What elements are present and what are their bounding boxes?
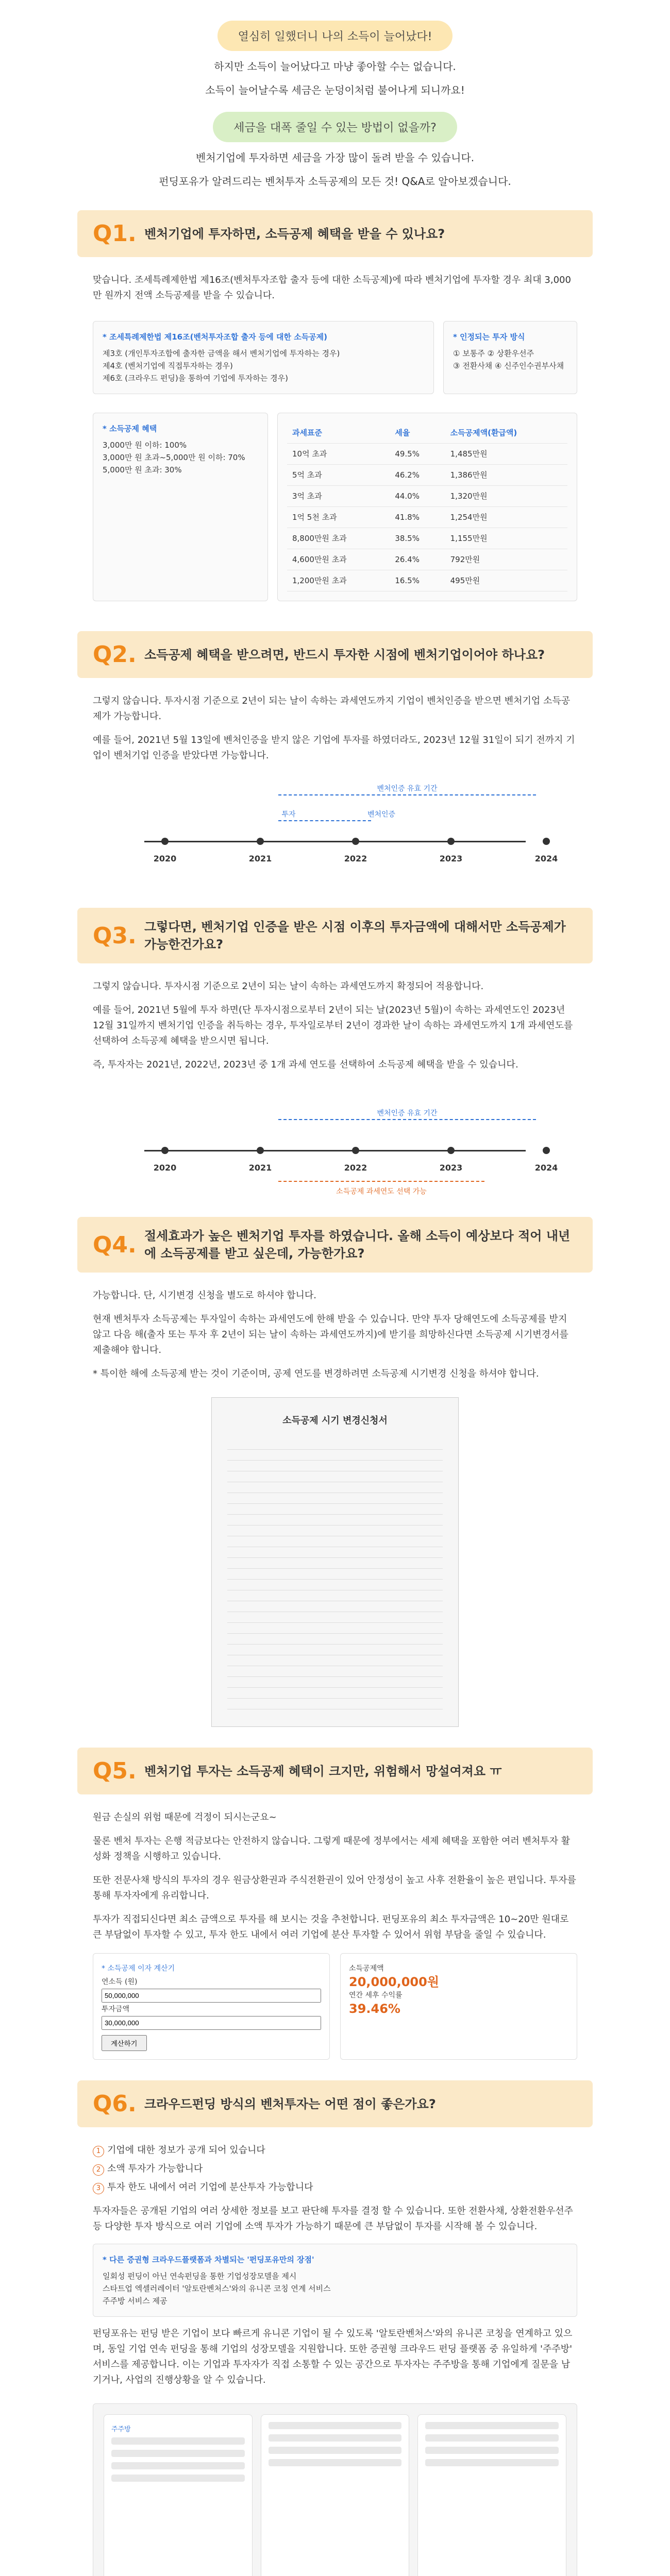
q2-tick <box>161 838 169 845</box>
q5-calc-title: * 소득공제 이자 계산기 <box>102 1964 175 1973</box>
q2-tick-label: 2022 <box>344 854 367 863</box>
q1-rate-line-3: 5,000만 원 초과: 30% <box>103 465 182 474</box>
q1-law-title: * 조세특례제한법 제16조(벤처투자조합 출자 등에 대한 소득공제) <box>103 332 328 342</box>
q1-table-cell: 1,320만원 <box>445 486 567 507</box>
table-row <box>287 549 567 570</box>
q5-calc-income-label: 연소득 (원) <box>102 1978 138 1986</box>
q3-number: Q3. <box>93 922 137 949</box>
q6-header <box>77 2080 593 2127</box>
q1-table-cell: 16.5% <box>390 570 445 591</box>
q1-title: 벤처기업에 투자하면, 소득공제 혜택을 받을 수 있나요? <box>144 226 445 241</box>
q2-tick-label: 2024 <box>534 854 558 863</box>
q1-table-cell: 41.8% <box>390 507 445 528</box>
intro-text-1b: 소득이 늘어날수록 세금은 눈덩이처럼 불어나게 되니까요! <box>205 84 465 96</box>
q4-answer-1: 가능합니다. 단, 시기변경 신청을 별도로 하셔야 합니다. <box>93 1290 317 1301</box>
q1-table-cell: 1,254만원 <box>445 507 567 528</box>
q6-body <box>93 2143 577 2576</box>
q1-table-cell: 1,386만원 <box>445 465 567 486</box>
q6-benefit-1: 일회성 펀딩이 아닌 연속펀딩을 통한 기업성장모델을 제시 <box>103 2272 297 2281</box>
q5-answer-4: 투자가 직접되신다면 최소 금액으로 투자를 해 보시는 것을 추천합니다. 펀딩포유의 최소 투자금액은 10~20만 원대로 큰 부담없이 투자할 수 있고, 투자 한도 내에서 여러 기업에 분산 투자할 수 있어서 위험 부담을 줄일 수 있습니다. <box>93 1914 569 1940</box>
intro-text-2b: 펀딩포유가 알려드리는 벤처투자 소득공제의 모든 것! Q&A로 알아보겠습니다. <box>159 175 511 188</box>
q1-table-cell: 46.2% <box>390 465 445 486</box>
intro-section <box>0 0 670 190</box>
q3-axis <box>144 1150 526 1151</box>
q3-tick-label: 2022 <box>344 1163 367 1173</box>
q2-answer-1: 그렇지 않습니다. 투자시점 기준으로 2년이 되는 날이 속하는 과세연도까지 기업이 벤처인증을 받으면 벤처기업 소득공제가 가능합니다. <box>93 696 571 722</box>
q1-table-cell: 3억 초과 <box>287 486 390 507</box>
intro-bubble-2: 세금을 대폭 줄일 수 있는 방법이 없을까? <box>213 112 457 142</box>
q2-tick <box>447 838 455 845</box>
q3-span-select <box>278 1181 484 1182</box>
table-row <box>287 486 567 507</box>
q1-answer: 맞습니다. 조세특례제한법 제16조(벤처투자조합 출자 등에 대한 소득공제)에 따라 벤처기업에 투자할 경우 최대 3,000만 원까지 전액 소득공제를 받을 수 있습니다. <box>93 275 571 301</box>
q1-table-cell: 495만원 <box>445 570 567 591</box>
table-row <box>287 465 567 486</box>
q3-answer-3: 즉, 투자자는 2021년, 2022년, 2023년 중 1개 과세 연도를 선택하여 소득공제 혜택을 받을 수 있습니다. <box>93 1059 518 1070</box>
q4-form-image <box>211 1397 459 1727</box>
q6-num-1-icon: 1 <box>93 2146 104 2157</box>
table-row <box>287 507 567 528</box>
q5-calc-invest-input[interactable] <box>102 2016 321 2030</box>
q2-tick-label: 2021 <box>248 854 272 863</box>
q3-timeline <box>113 1083 557 1196</box>
q5-calc-income-input[interactable] <box>102 1989 321 2003</box>
q1-method-line-2: ③ 전환사채 ④ 신주인수권부사채 <box>453 361 564 370</box>
q3-tick <box>161 1147 169 1154</box>
q3-title: 그렇다면, 벤처기업 인증을 받은 시점 이후의 투자금액에 대해서만 소득공제가 가능한건가요? <box>144 920 566 952</box>
q5-result-amount: 20,000,000원 <box>349 1975 440 1989</box>
q1-table-header-2: 소득공제액(환급액) <box>445 422 567 444</box>
q3-tick <box>257 1147 264 1154</box>
q1-table-cell: 1,485만원 <box>445 444 567 465</box>
q1-rate-line-2: 3,000만 원 초과~5,000만 원 이하: 70% <box>103 453 245 462</box>
q3-tick-label: 2023 <box>439 1163 463 1173</box>
q3-answer-1: 그렇지 않습니다. 투자시점 기준으로 2년이 되는 날이 속하는 과세연도까지 확정되어 적용합니다. <box>93 981 484 992</box>
q1-rate-line-1: 3,000만 원 이하: 100% <box>103 440 187 450</box>
q3-tick <box>447 1147 455 1154</box>
q2-body <box>93 693 577 887</box>
q1-table-cell: 792만원 <box>445 549 567 570</box>
q1-table-cell: 38.5% <box>390 528 445 549</box>
q5-result-rate: 39.46% <box>349 2002 400 2016</box>
q6-app-shot-3 <box>417 2414 566 2576</box>
q4-header <box>77 1217 593 1273</box>
q6-list-3: 투자 한도 내에서 여러 기업에 분산투자 가능합니다 <box>107 2182 313 2193</box>
q1-number: Q1. <box>93 221 137 247</box>
q2-tick-label: 2020 <box>153 854 177 863</box>
q3-header <box>77 908 593 963</box>
q6-num-2-icon: 2 <box>93 2164 104 2176</box>
q5-result-title: 소득공제액 <box>349 1964 384 1973</box>
q4-body <box>93 1288 577 1727</box>
q3-tick-label: 2020 <box>153 1163 177 1173</box>
q6-benefit-2: 스타트업 엑셀러레이터 '알토란벤처스'와의 유니콘 코칭 연계 서비스 <box>103 2284 331 2293</box>
q1-tax-table <box>287 422 567 591</box>
q1-law-line-3: 제6호 (크라우드 펀딩)을 통하여 기업에 투자하는 경우) <box>103 374 289 383</box>
q1-table-cell: 5억 초과 <box>287 465 390 486</box>
q6-number: Q6. <box>93 2091 137 2117</box>
q6-answer-1: 투자자들은 공개된 기업의 여러 상세한 정보를 보고 판단해 투자를 결정 할 수 있습니다. 또한 전환사채, 상환전환우선주 등 다양한 투자 방식으로 여러 기업에 소액 투자가 가능하기 때문에 큰 부담없이 투자를 시작해 볼 수 있습니다. <box>93 2206 573 2232</box>
q5-calc-invest-label: 투자금액 <box>102 2005 130 2013</box>
q6-list-1: 기업에 대한 정보가 공개 되어 있습니다 <box>107 2145 265 2156</box>
q1-rate-title: * 소득공제 혜택 <box>103 424 157 433</box>
intro-text-1a: 하지만 소득이 늘어났다고 마냥 좋아할 수는 없습니다. <box>214 60 456 73</box>
q5-calculator <box>93 1953 577 2060</box>
q6-list-2: 소액 투자가 가능합니다 <box>107 2163 203 2174</box>
q3-body <box>93 979 577 1196</box>
q6-answer-2: 펀딩포유는 펀딩 받은 기업이 보다 빠르게 유니콘 기업이 될 수 있도록 '알토란벤처스'와의 유니콘 코칭을 연계하고 있으며, 동일 기업 연속 펀딩을 통해 기업의 성장모델을 지원합니다. 또한 증권형 크라우드 펀딩 플랫폼 중 유일하게 '주주방' 서비스를 제공합니다. 이는 기업과 투자자가 직접 소통할 수 있는 공간으로 투자자는 주주방을 통해 기업에게 질문을 남기거나, 사업의 진행상황을 알 수 있습니다. <box>93 2328 573 2385</box>
q1-method-line-1: ① 보통주 ② 상환우선주 <box>453 349 534 358</box>
q6-num-3-icon: 3 <box>93 2183 104 2194</box>
q6-app-shot-2 <box>261 2414 410 2576</box>
q1-table-cell: 26.4% <box>390 549 445 570</box>
q1-tax-table-box <box>277 413 577 601</box>
q5-title: 벤처기업 투자는 소득공제 혜택이 크지만, 위험해서 망설여져요 ㅠ <box>144 1764 502 1778</box>
q4-title: 절세효과가 높은 벤처기업 투자를 하였습니다. 올해 소득이 예상보다 적어 내년에 소득공제를 받고 싶은데, 가능한가요? <box>144 1229 571 1261</box>
q1-table-header-0: 과세표준 <box>287 422 390 444</box>
q6-app-screens <box>93 2403 577 2576</box>
q1-table-cell: 8,800만원 초과 <box>287 528 390 549</box>
q2-span-cert-label: 벤처인증 <box>367 810 396 819</box>
q6-app-shot-1 <box>104 2414 253 2576</box>
q2-span-invest-label: 투자 <box>281 810 296 819</box>
q5-body <box>93 1810 577 2060</box>
q3-tick-label: 2024 <box>534 1163 558 1173</box>
q2-timeline <box>113 774 557 887</box>
intro-bubble-1: 열심히 일했더니 나의 소득이 늘어났다! <box>217 21 453 51</box>
q1-law-line-1: 제3호 (개인투자조합에 출자한 금액을 해서 벤처기업에 투자하는 경우) <box>103 349 340 358</box>
q1-body <box>93 273 577 611</box>
q1-table-cell: 1억 5천 초과 <box>287 507 390 528</box>
q2-span-validity-label: 벤처인증 유효 기간 <box>377 785 438 793</box>
intro-text-2a: 벤처기업에 투자하면 세금을 가장 많이 돌려 받을 수 있습니다. <box>195 151 475 164</box>
q1-table-cell: 49.5% <box>390 444 445 465</box>
q1-method-box <box>443 321 577 394</box>
q6-benefit-3: 주주방 서비스 제공 <box>103 2296 167 2306</box>
q5-answer-2: 물론 벤처 투자는 은행 적금보다는 안전하지 않습니다. 그렇게 때문에 정부에서는 세제 혜택을 포함한 여러 벤처투자 활성화 정책을 시행하고 있습니다. <box>93 1836 571 1862</box>
q2-tick <box>543 838 550 845</box>
table-row <box>287 570 567 591</box>
q2-header <box>77 631 593 678</box>
q4-number: Q4. <box>93 1231 137 1258</box>
q2-tick-label: 2023 <box>439 854 463 863</box>
q1-table-header-1: 세율 <box>390 422 445 444</box>
q4-form-lines <box>227 1439 443 1711</box>
q3-span-validity-label: 벤처인증 유효 기간 <box>377 1109 438 1117</box>
q2-axis <box>144 841 526 842</box>
q5-header <box>77 1748 593 1794</box>
q6-benefit-title: * 다른 증권형 크라우드플랫폼과 차별되는 '펀딩포유만의 장점' <box>103 2255 314 2264</box>
q2-title: 소득공제 혜택을 받으려면, 반드시 투자한 시점에 벤처기업이어야 하나요? <box>144 647 545 662</box>
q6-title: 크라우드펀딩 방식의 벤처투자는 어떤 점이 좋은가요? <box>144 2096 436 2111</box>
q3-tick <box>543 1147 550 1154</box>
q4-form-title: 소득공제 시기 변경신청서 <box>282 1415 388 1426</box>
q5-result-label: 연간 세후 수익률 <box>349 1991 403 1999</box>
q2-answer-2: 예를 들어, 2021년 5월 13일에 벤처인증을 받지 않은 기업에 투자를 하였더라도, 2023년 12월 31일이 되기 전까지 기업이 벤처기업 인증을 받았다면 가능합니다. <box>93 735 575 761</box>
q5-calc-input-panel <box>93 1953 330 2060</box>
q3-tick-label: 2021 <box>248 1163 272 1173</box>
q2-tick <box>352 838 359 845</box>
q2-number: Q2. <box>93 641 137 668</box>
q1-header <box>77 210 593 257</box>
q6-app-label: 주주방 <box>111 2426 131 2433</box>
q1-table-cell: 1,200만원 초과 <box>287 570 390 591</box>
q1-law-box <box>93 321 434 394</box>
q5-answer-3: 또한 전문사채 방식의 투자의 경우 원금상환권과 주식전환권이 있어 안정성이 높고 사후 전환율이 높은 편입니다. 투자를 통해 투자자에게 유리합니다. <box>93 1875 576 1901</box>
q5-calc-button[interactable]: 계산하기 <box>102 2035 147 2051</box>
q1-law-line-2: 제4호 (벤처기업에 직접투자하는 경우) <box>103 361 233 370</box>
q1-table-cell: 44.0% <box>390 486 445 507</box>
table-row <box>287 528 567 549</box>
q2-tick <box>257 838 264 845</box>
q1-table-cell: 4,600만원 초과 <box>287 549 390 570</box>
q3-span-select-label: 소득공제 과세연도 선택 가능 <box>336 1188 427 1196</box>
q3-tick <box>352 1147 359 1154</box>
q5-calc-result-panel <box>340 1953 577 2060</box>
q4-answer-3: * 특이한 해에 소득공제 받는 것이 기준이며, 공제 연도를 변경하려면 소득공제 시기변경 신청을 하셔야 합니다. <box>93 1368 539 1379</box>
q6-benefit-box <box>93 2244 577 2317</box>
q1-table-cell: 10억 초과 <box>287 444 390 465</box>
q1-rate-box <box>93 413 268 601</box>
table-row <box>287 444 567 465</box>
q3-answer-2: 예를 들어, 2021년 5월에 투자 하면(단 투자시점으로부터 2년이 되는 날(2023년 5월)이 속하는 과세연도인 2023년 12월 31일까지 벤처기업 인증을 취득하는 경우, 투자일로부터 2년이 경과한 날이 속하는 과세연도까지 1개 과세연도를 선택하여 소득공제 혜택을 받으시면 됩니다. <box>93 1005 573 1046</box>
q1-table-cell: 1,155만원 <box>445 528 567 549</box>
q4-answer-2: 현재 벤처투자 소득공제는 투자일이 속하는 과세연도에 한해 받을 수 있습니다. 만약 투자 당해연도에 소득공제를 받지 않고 다음 해(출자 또는 투자 후 2년이 되는 날이 속하는 과세연도까지)에 받기를 희망하신다면 소득공제 시기변경서를 제출해야 합니다. <box>93 1314 568 1355</box>
q1-method-title: * 인정되는 투자 방식 <box>453 332 525 342</box>
q5-answer-1: 원금 손실의 위험 때문에 걱정이 되시는군요~ <box>93 1812 277 1823</box>
q5-number: Q5. <box>93 1758 137 1784</box>
